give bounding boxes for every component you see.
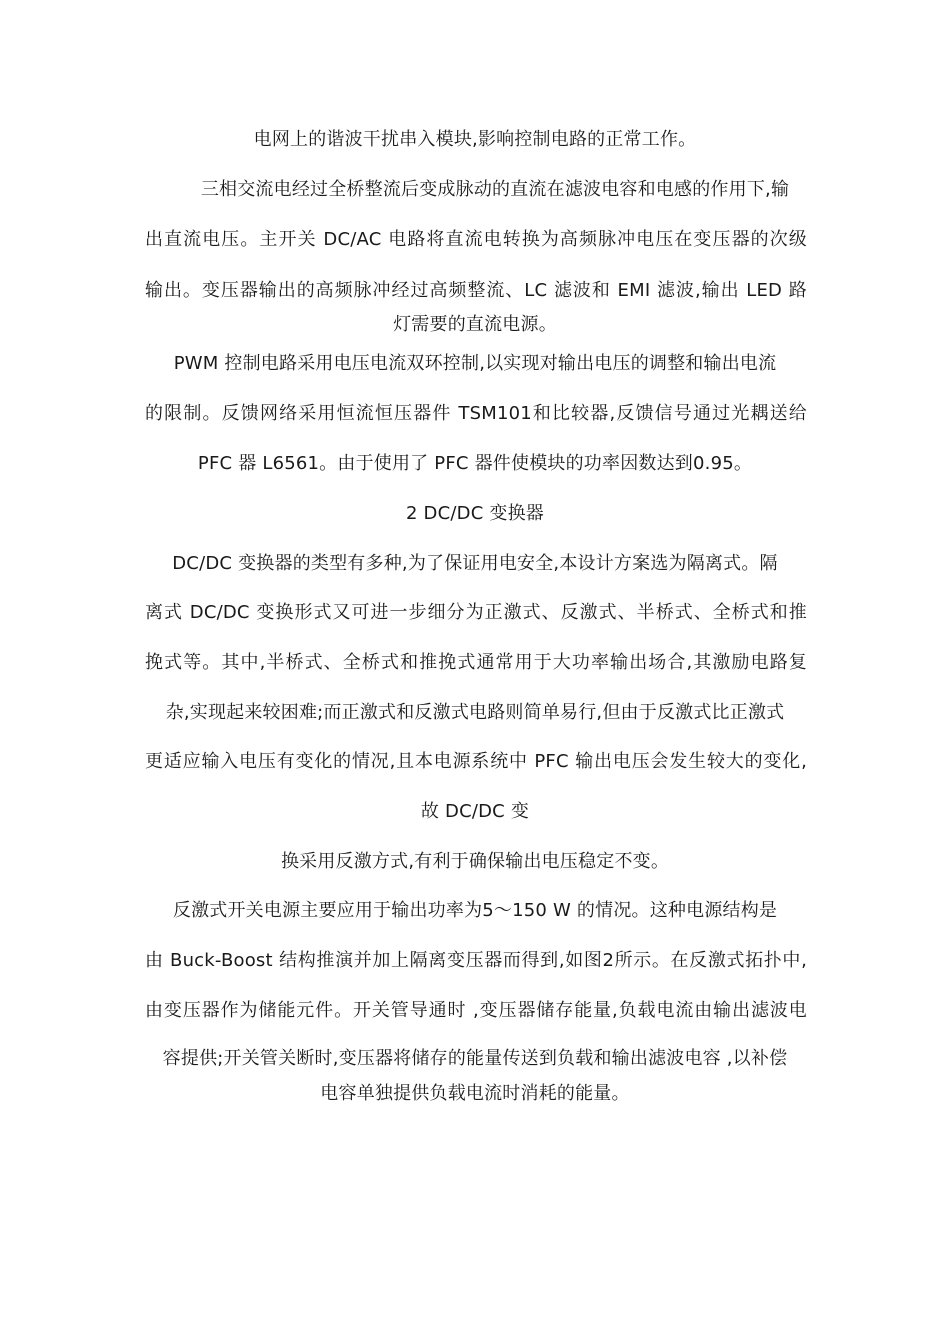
text-line: 由 Buck-Boost 结构推演并加上隔离变压器而得到,如图2所示。在反激式拓扑中,: [145, 950, 807, 971]
text-line: 更适应输入电压有变化的情况,且本电源系统中 PFC 输出电压会发生较大的变化,: [145, 751, 807, 772]
text-line: 挽式等。其中,半桥式、全桥式和推挽式通常用于大功率输出场合,其激励电路复: [145, 652, 807, 673]
text-line: PFC 器 L6561。由于使用了 PFC 器件使模块的功率因数达到0.95。: [197, 453, 753, 474]
text-line: 灯需要的直流电源。: [393, 314, 557, 335]
text-line: 反激式开关电源主要应用于输出功率为5～150 W 的情况。这种电源结构是: [172, 900, 778, 921]
text-line: 三相交流电经过全桥整流后变成脉动的直流在滤波电容和电感的作用下,输: [200, 179, 790, 200]
text-line: 电网上的谐波干扰串入模块,影响控制电路的正常工作。: [253, 129, 697, 150]
text-line: DC/DC 变换器的类型有多种,为了保证用电安全,本设计方案选为隔离式。隔: [172, 553, 778, 574]
section-heading: 2 DC/DC 变换器: [405, 503, 545, 524]
text-line: 由变压器作为储能元件。开关管导通时 ,变压器储存能量,负载电流由输出滤波电: [145, 1000, 807, 1021]
text-line: 故 DC/DC 变: [420, 801, 530, 822]
text-line: 出直流电压。主开关 DC/AC 电路将直流电转换为高频脉冲电压在变压器的次级: [145, 229, 807, 250]
text-line: 杂,实现起来较困难;而正激式和反激式电路则简单易行,但由于反激式比正激式: [165, 702, 785, 723]
text-line: 电容单独提供负载电流时消耗的能量。: [320, 1083, 630, 1104]
text-line: 输出。变压器输出的高频脉冲经过高频整流、LC 滤波和 EMI 滤波,输出 LED 路: [145, 280, 807, 301]
text-line: 离式 DC/DC 变换形式又可进一步细分为正激式、反激式、半桥式、全桥式和推: [145, 602, 807, 623]
text-line: PWM 控制电路采用电压电流双环控制,以实现对输出电压的调整和输出电流: [173, 353, 777, 374]
text-line: 的限制。反馈网络采用恒流恒压器件 TSM101和比较器,反馈信号通过光耦送给: [145, 403, 807, 424]
text-line: 换采用反激方式,有利于确保输出电压稳定不变。: [280, 851, 670, 872]
text-line: 容提供;开关管关断时,变压器将储存的能量传送到负载和输出滤波电容 ,以补偿: [162, 1048, 788, 1069]
